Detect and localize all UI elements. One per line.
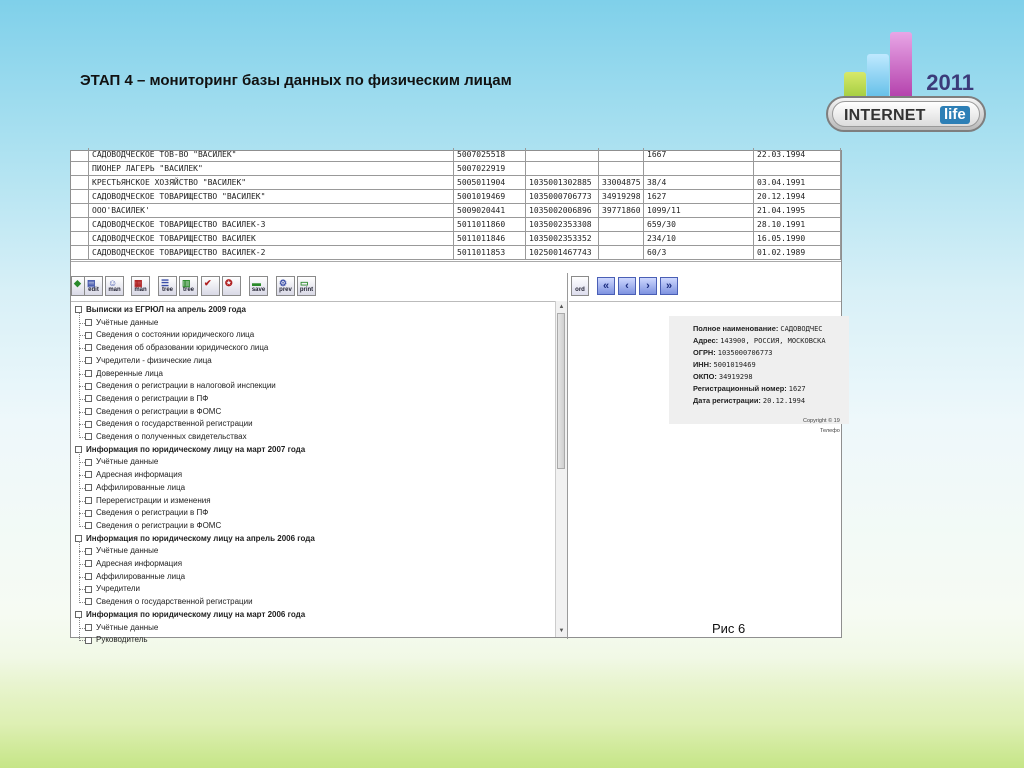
table-cell: 22.03.1994 bbox=[754, 148, 841, 162]
tree-item-label: Учредители bbox=[96, 584, 141, 594]
tree-connector bbox=[79, 313, 80, 438]
internet-life-logo bbox=[822, 32, 992, 142]
table-cell: 659/30 bbox=[644, 218, 754, 232]
table-row[interactable] bbox=[71, 246, 841, 260]
save-button[interactable]: ▬ save bbox=[249, 276, 268, 296]
tree-checkbox[interactable] bbox=[85, 421, 92, 428]
results-grid bbox=[71, 151, 841, 261]
tree-checkbox[interactable] bbox=[85, 522, 92, 529]
tree-connector bbox=[79, 541, 80, 603]
tree-item[interactable] bbox=[85, 634, 148, 646]
tree-item[interactable] bbox=[85, 418, 253, 430]
tree-checkbox[interactable] bbox=[85, 484, 92, 491]
table-cell bbox=[71, 190, 89, 204]
tree-item[interactable] bbox=[85, 482, 185, 494]
ogrn-line: ОГРН: 1035000706773 bbox=[693, 348, 773, 357]
last-record-button[interactable] bbox=[660, 277, 678, 295]
tree-item[interactable] bbox=[85, 355, 212, 367]
table-cell: 20.12.1994 bbox=[754, 190, 841, 204]
table-cell: 1025001467743 bbox=[526, 246, 599, 260]
tree-item-label: Сведения о состоянии юридического лица bbox=[96, 330, 255, 340]
tree-checkbox[interactable] bbox=[85, 459, 92, 466]
table-cell bbox=[71, 148, 89, 162]
table-cell: 01.02.1989 bbox=[754, 246, 841, 260]
table-cell: 234/10 bbox=[644, 232, 754, 246]
tree-item[interactable] bbox=[85, 507, 208, 519]
tree-group-label: Информация по юридическому лицу на март 2006 года bbox=[86, 609, 306, 619]
tree-item-label: Сведения о регистрации в ПФ bbox=[96, 393, 209, 403]
table-cell bbox=[599, 162, 644, 176]
tree-checkbox[interactable] bbox=[85, 510, 92, 517]
tree-button-2[interactable]: ▥ tree bbox=[179, 276, 198, 296]
tree-item-label: Аффилированные лица bbox=[96, 571, 186, 581]
prev-icon: ⚙ bbox=[279, 278, 288, 288]
tree-item-label: Учётные данные bbox=[96, 546, 159, 556]
panel-divider[interactable] bbox=[567, 273, 568, 639]
tree-checkbox[interactable] bbox=[85, 344, 92, 351]
tree-item-label: Руководитель bbox=[96, 635, 148, 645]
table-cell: 38/4 bbox=[644, 176, 754, 190]
tree-checkbox[interactable] bbox=[85, 395, 92, 402]
tree-group[interactable] bbox=[75, 444, 305, 456]
table-cell: 21.04.1995 bbox=[754, 204, 841, 218]
tree-item[interactable] bbox=[85, 329, 254, 341]
print-icon: ▭ bbox=[300, 278, 309, 288]
table-row[interactable] bbox=[71, 190, 841, 204]
table-cell: 5009020441 bbox=[454, 204, 526, 218]
table-cell: 1035002006896 bbox=[526, 204, 599, 218]
tree-checkbox[interactable] bbox=[85, 548, 92, 555]
tree-checkbox[interactable] bbox=[85, 497, 92, 504]
grid-separator bbox=[71, 261, 841, 272]
table-cell: 1667 bbox=[644, 148, 754, 162]
tree-item[interactable] bbox=[85, 571, 185, 583]
copyright-text: Copyright © 19 bbox=[803, 418, 840, 424]
edit-icon: ▤ bbox=[87, 278, 96, 288]
record-detail-panel bbox=[569, 301, 841, 638]
table-cell bbox=[599, 148, 644, 162]
tree-item[interactable] bbox=[85, 545, 158, 557]
table-cell: 60/3 bbox=[644, 246, 754, 260]
tree-item-label: Перерегистрации и изменения bbox=[96, 495, 211, 505]
tree-item[interactable] bbox=[85, 456, 158, 468]
tree-item-label: Сведения о полученных свидетельствах bbox=[96, 432, 247, 441]
print-button[interactable]: ▭ print bbox=[297, 276, 316, 296]
tree-item[interactable] bbox=[85, 622, 158, 634]
edit-button[interactable]: ▤ edit bbox=[84, 276, 103, 296]
tree-item-label: Учётные данные bbox=[96, 622, 159, 632]
tree-group[interactable] bbox=[75, 533, 315, 545]
tree-connector bbox=[79, 618, 80, 641]
tree-item[interactable] bbox=[85, 393, 208, 405]
tree-item-label: Сведения о регистрации в ПФ bbox=[96, 508, 209, 518]
tree-table-icon: ▥ bbox=[182, 278, 191, 288]
table-cell: 03.04.1991 bbox=[754, 176, 841, 190]
table-row[interactable] bbox=[71, 148, 841, 162]
table-cell bbox=[599, 232, 644, 246]
man-icon: ☺ bbox=[108, 278, 118, 288]
tree-item[interactable] bbox=[85, 431, 247, 443]
table-cell: САДОВОДЧЕСКОЕ ТОВ-ВО "ВАСИЛЕК" bbox=[89, 148, 454, 162]
tree-group-label: Информация по юридическому лицу на апрель 2006 года bbox=[86, 533, 315, 543]
tree-item[interactable] bbox=[85, 558, 182, 570]
save-icon: ▬ bbox=[252, 278, 261, 288]
tree-item-label: Учредители - физические лица bbox=[96, 355, 212, 365]
left-icon: ‹ bbox=[625, 280, 629, 292]
tree-item[interactable] bbox=[85, 380, 276, 392]
tree-item[interactable] bbox=[85, 342, 268, 354]
man-button-2[interactable]: ▦ man bbox=[131, 276, 150, 296]
tree-checkbox[interactable] bbox=[85, 332, 92, 339]
table-cell: 1035002353352 bbox=[526, 232, 599, 246]
tree-item-label: Сведения о регистрации в ФОМС bbox=[96, 406, 222, 416]
logo-bar-purple bbox=[890, 32, 912, 102]
table-cell bbox=[644, 162, 754, 176]
table-cell: 34919298 bbox=[599, 190, 644, 204]
tree-checkbox[interactable] bbox=[85, 624, 92, 631]
add-icon: ◆ bbox=[74, 278, 81, 288]
table-row[interactable] bbox=[71, 204, 841, 218]
table-row[interactable] bbox=[71, 232, 841, 246]
table-cell: 1035002353308 bbox=[526, 218, 599, 232]
table-cell bbox=[71, 176, 89, 190]
table-cell: 1627 bbox=[644, 190, 754, 204]
slide-title: ЭТАП 4 – мониторинг базы данных по физическим лицам bbox=[80, 72, 512, 89]
tree-item[interactable] bbox=[85, 495, 211, 507]
phone-text: Телефо bbox=[820, 428, 840, 434]
man-button-1[interactable]: ☺ man bbox=[105, 276, 124, 296]
table-row[interactable] bbox=[71, 162, 841, 176]
table-cell: КРЕСТЬЯНСКОЕ ХОЗЯЙСТВО "ВАСИЛЕК" bbox=[89, 176, 454, 190]
table-cell: ПИОНЕР ЛАГЕРЬ "ВАСИЛЕК" bbox=[89, 162, 454, 176]
tree-item[interactable] bbox=[85, 520, 221, 532]
table-cell bbox=[526, 148, 599, 162]
tree-item-label: Сведения о государственной регистрации bbox=[96, 419, 253, 429]
full-name-line: Полное наименование: САДОВОДЧЕС bbox=[693, 324, 823, 333]
address-line: Адрес: 143900, РОССИЯ, МОСКОВСКА bbox=[693, 336, 826, 345]
detail-toolbar bbox=[569, 273, 841, 299]
next-record-button[interactable] bbox=[639, 277, 657, 295]
table-cell: 5001019469 bbox=[454, 190, 526, 204]
table-cell: САДОВОДЧЕСКОЕ ТОВАРИЩЕСТВО ВАСИЛЕК-2 bbox=[89, 246, 454, 260]
scroll-thumb[interactable] bbox=[557, 313, 565, 469]
table-cell bbox=[71, 232, 89, 246]
table-cell bbox=[71, 246, 89, 260]
tree-checkbox[interactable] bbox=[85, 560, 92, 567]
logo-life: life bbox=[940, 106, 970, 124]
logo-word: INTERNET bbox=[844, 107, 926, 124]
table-row[interactable] bbox=[71, 218, 841, 232]
tree-item-label: Учётные данные bbox=[96, 457, 159, 467]
right-icon: › bbox=[646, 280, 650, 292]
app-screenshot bbox=[70, 150, 842, 645]
tree-item[interactable] bbox=[85, 596, 253, 608]
check-button[interactable] bbox=[201, 276, 220, 296]
logo-pill bbox=[826, 96, 986, 132]
table-cell: САДОВОДЧЕСКОЕ ТОВАРИЩЕСТВО "ВАСИЛЕК" bbox=[89, 190, 454, 204]
table-cell: 5011011860 bbox=[454, 218, 526, 232]
tree-item[interactable] bbox=[85, 583, 140, 595]
scroll-up-icon[interactable]: ▲ bbox=[558, 304, 565, 310]
tree-item-label: Аффилированные лица bbox=[96, 482, 186, 492]
table-cell: 28.10.1991 bbox=[754, 218, 841, 232]
tree-checkbox[interactable] bbox=[85, 383, 92, 390]
tree-toolbar bbox=[71, 273, 565, 299]
scroll-down-icon[interactable]: ▼ bbox=[558, 628, 565, 634]
tree-item[interactable] bbox=[85, 469, 182, 481]
table-cell bbox=[71, 218, 89, 232]
tree-checkbox[interactable] bbox=[85, 598, 92, 605]
tree-scrollbar[interactable] bbox=[555, 301, 567, 637]
prev-record-button[interactable] bbox=[618, 277, 636, 295]
table-cell: 33004875 bbox=[599, 176, 644, 190]
double-left-icon: « bbox=[602, 280, 610, 292]
man-grid-icon: ▦ bbox=[134, 278, 143, 288]
slide-background-bottom bbox=[0, 658, 1024, 768]
section-tree bbox=[71, 301, 567, 645]
ord-button[interactable]: ord bbox=[571, 276, 589, 296]
tree-checkbox[interactable] bbox=[85, 586, 92, 593]
tree-item-label: Сведения о регистрации в ФОМС bbox=[96, 520, 222, 530]
prev-button[interactable]: ⚙ prev bbox=[276, 276, 295, 296]
tree-button-1[interactable]: ☰ tree bbox=[158, 276, 177, 296]
inn-line: ИНН: 5001019469 bbox=[693, 360, 756, 369]
table-cell: 5007022919 bbox=[454, 162, 526, 176]
table-cell bbox=[526, 162, 599, 176]
tree-checkbox[interactable] bbox=[85, 637, 92, 644]
tree-group[interactable] bbox=[75, 304, 246, 316]
table-cell: 5011011846 bbox=[454, 232, 526, 246]
tree-group[interactable] bbox=[75, 609, 305, 621]
stamp-icon: ✪ bbox=[225, 278, 233, 288]
tree-item-label: Сведения о государственной регистрации bbox=[96, 597, 253, 607]
table-cell: 5007025518 bbox=[454, 148, 526, 162]
tree-item-label: Адресная информация bbox=[96, 559, 183, 568]
table-cell: 1035000706773 bbox=[526, 190, 599, 204]
tree-item-label: Сведения о регистрации в налоговой инспекции bbox=[96, 381, 276, 391]
tree-item-label: Адресная информация bbox=[96, 470, 183, 480]
tree-checkbox[interactable] bbox=[85, 357, 92, 364]
okpo-line: ОКПО: 34919298 bbox=[693, 372, 753, 381]
table-cell: 1099/11 bbox=[644, 204, 754, 218]
table-cell: 5011011853 bbox=[454, 246, 526, 260]
table-cell: 5005011904 bbox=[454, 176, 526, 190]
table-cell: САДОВОДЧЕСКОЕ ТОВАРИЩЕСТВО ВАСИЛЕК-3 bbox=[89, 218, 454, 232]
table-cell bbox=[754, 162, 841, 176]
double-right-icon: » bbox=[665, 280, 673, 292]
tree-checkbox[interactable] bbox=[85, 573, 92, 580]
tree-connector bbox=[79, 452, 80, 526]
table-cell bbox=[599, 218, 644, 232]
table-cell: САДОВОДЧЕСКОЕ ТОВАРИЩЕСТВО ВАСИЛЕК bbox=[89, 232, 454, 246]
tree-checkbox[interactable] bbox=[85, 471, 92, 478]
table-cell: 1035001302885 bbox=[526, 176, 599, 190]
check-icon: ✔ bbox=[204, 278, 212, 288]
table-cell bbox=[599, 246, 644, 260]
logo-bar-blue bbox=[867, 54, 889, 102]
table-cell: ООО'ВАСИЛЕК' bbox=[89, 204, 454, 218]
tree-checkbox[interactable] bbox=[85, 433, 92, 440]
table-row[interactable] bbox=[71, 176, 841, 190]
table-cell bbox=[71, 162, 89, 176]
table-cell: 16.05.1990 bbox=[754, 232, 841, 246]
tree-item[interactable] bbox=[85, 317, 158, 329]
logo-year: 2011 bbox=[926, 70, 974, 95]
first-record-button[interactable] bbox=[597, 277, 615, 295]
tree-item-label: Сведения об образовании юридического лица bbox=[96, 343, 269, 353]
stamp-button[interactable] bbox=[222, 276, 241, 296]
tree-list-icon: ☰ bbox=[161, 278, 170, 288]
figure-caption: Рис 6 bbox=[712, 621, 746, 636]
tree-checkbox[interactable] bbox=[85, 370, 92, 377]
tree-item-label: Доверенные лица bbox=[96, 368, 163, 378]
tree-item-label: Учётные данные bbox=[96, 317, 159, 327]
table-cell bbox=[71, 204, 89, 218]
tree-group-label: Выписки из ЕГРЮЛ на апрель 2009 года bbox=[86, 305, 246, 314]
tree-item[interactable] bbox=[85, 406, 221, 418]
table-cell: 39771860 bbox=[599, 204, 644, 218]
regdate-line: Дата регистрации: 20.12.1994 bbox=[693, 396, 806, 405]
tree-group-label: Информация по юридическому лицу на март 2007 года bbox=[86, 444, 306, 454]
tree-checkbox[interactable] bbox=[85, 408, 92, 415]
regnum-line: Регистрационный номер: 1627 bbox=[693, 384, 806, 393]
tree-item[interactable] bbox=[85, 368, 163, 380]
tree-checkbox[interactable] bbox=[85, 319, 92, 326]
